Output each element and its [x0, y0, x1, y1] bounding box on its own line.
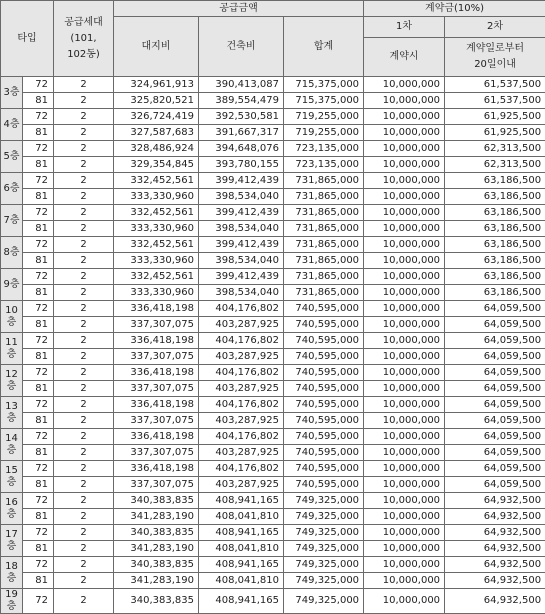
land-cell: 340,383,835: [114, 493, 199, 509]
type-cell: 72: [23, 429, 54, 445]
total-cell: 731,865,000: [284, 285, 364, 301]
land-cell: 329,354,845: [114, 157, 199, 173]
land-cell: 337,307,075: [114, 381, 199, 397]
type-cell: 72: [23, 205, 54, 221]
second-cell: 64,059,500: [445, 461, 545, 477]
building-cell: 398,534,040: [199, 189, 284, 205]
second-cell: 64,059,500: [445, 333, 545, 349]
land-cell: 333,330,960: [114, 189, 199, 205]
building-cell: 399,412,439: [199, 173, 284, 189]
floor-label: 4층: [1, 109, 23, 141]
second-cell: 64,932,500: [445, 573, 545, 589]
table-row: [1, 397, 545, 413]
units-cell: 2: [54, 125, 114, 141]
building-cell: 408,941,165: [199, 557, 284, 573]
building-cell: 399,412,439: [199, 205, 284, 221]
total-cell: 731,865,000: [284, 221, 364, 237]
table-row: [1, 589, 545, 614]
building-cell: 393,780,155: [199, 157, 284, 173]
type-cell: 81: [23, 189, 54, 205]
total-cell: 740,595,000: [284, 317, 364, 333]
first-cell: 10,000,000: [364, 445, 445, 461]
units-cell: 2: [54, 141, 114, 157]
total-cell: 715,375,000: [284, 77, 364, 93]
second-cell: 64,932,500: [445, 509, 545, 525]
first-cell: 10,000,000: [364, 509, 445, 525]
floor-label: 16층: [1, 493, 23, 525]
header-building: 건축비: [199, 17, 284, 77]
type-cell: 81: [23, 413, 54, 429]
units-cell: 2: [54, 317, 114, 333]
total-cell: 731,865,000: [284, 173, 364, 189]
land-cell: 341,283,190: [114, 541, 199, 557]
total-cell: 749,325,000: [284, 557, 364, 573]
type-cell: 81: [23, 285, 54, 301]
type-cell: 81: [23, 381, 54, 397]
building-cell: 408,041,810: [199, 541, 284, 557]
table-row: [1, 253, 545, 269]
total-cell: 740,595,000: [284, 397, 364, 413]
land-cell: 332,452,561: [114, 269, 199, 285]
type-cell: 81: [23, 541, 54, 557]
units-cell: 2: [54, 413, 114, 429]
land-cell: 337,307,075: [114, 413, 199, 429]
header-land: 대지비: [114, 17, 199, 77]
building-cell: 403,287,925: [199, 413, 284, 429]
table-header: [1, 1, 545, 77]
total-cell: 719,255,000: [284, 109, 364, 125]
first-cell: 10,000,000: [364, 77, 445, 93]
type-cell: 72: [23, 301, 54, 317]
floor-label: 5층: [1, 141, 23, 173]
floor-label: 17층: [1, 525, 23, 557]
units-cell: 2: [54, 493, 114, 509]
first-cell: 10,000,000: [364, 173, 445, 189]
type-cell: 81: [23, 509, 54, 525]
building-cell: 399,412,439: [199, 269, 284, 285]
total-cell: 749,325,000: [284, 589, 364, 614]
first-cell: 10,000,000: [364, 477, 445, 493]
total-cell: 740,595,000: [284, 381, 364, 397]
land-cell: 341,283,190: [114, 573, 199, 589]
first-cell: 10,000,000: [364, 237, 445, 253]
second-cell: 63,186,500: [445, 285, 545, 301]
units-cell: 2: [54, 477, 114, 493]
building-cell: 404,176,802: [199, 365, 284, 381]
first-cell: 10,000,000: [364, 541, 445, 557]
type-cell: 72: [23, 269, 54, 285]
land-cell: 337,307,075: [114, 445, 199, 461]
units-cell: 2: [54, 237, 114, 253]
type-cell: 81: [23, 157, 54, 173]
units-cell: 2: [54, 381, 114, 397]
building-cell: 398,534,040: [199, 253, 284, 269]
building-cell: 394,648,076: [199, 141, 284, 157]
building-cell: 408,941,165: [199, 493, 284, 509]
floor-label: 13층: [1, 397, 23, 429]
table-row: [1, 269, 545, 285]
header-type: 타입: [1, 1, 54, 77]
first-cell: 10,000,000: [364, 365, 445, 381]
second-cell: 64,932,500: [445, 557, 545, 573]
table-row: [1, 237, 545, 253]
land-cell: 340,383,835: [114, 589, 199, 614]
units-cell: 2: [54, 221, 114, 237]
land-cell: 336,418,198: [114, 333, 199, 349]
first-cell: 10,000,000: [364, 589, 445, 614]
building-cell: 404,176,802: [199, 333, 284, 349]
units-cell: 2: [54, 173, 114, 189]
building-cell: 392,530,581: [199, 109, 284, 125]
total-cell: 740,595,000: [284, 349, 364, 365]
header-first-when: 계약시: [364, 38, 445, 77]
total-cell: 749,325,000: [284, 541, 364, 557]
floor-label: 14층: [1, 429, 23, 461]
units-cell: 2: [54, 349, 114, 365]
table-row: [1, 477, 545, 493]
type-cell: 72: [23, 77, 54, 93]
units-cell: 2: [54, 205, 114, 221]
building-cell: 398,534,040: [199, 285, 284, 301]
first-cell: 10,000,000: [364, 301, 445, 317]
table-row: [1, 173, 545, 189]
first-cell: 10,000,000: [364, 157, 445, 173]
total-cell: 740,595,000: [284, 413, 364, 429]
units-cell: 2: [54, 461, 114, 477]
floor-label: 11층: [1, 333, 23, 365]
table-row: [1, 333, 545, 349]
table-row: [1, 301, 545, 317]
header-first: 1차: [364, 17, 445, 38]
type-cell: 72: [23, 525, 54, 541]
type-cell: 81: [23, 349, 54, 365]
units-cell: 2: [54, 365, 114, 381]
building-cell: 391,667,317: [199, 125, 284, 141]
units-cell: 2: [54, 429, 114, 445]
table-row: [1, 557, 545, 573]
total-cell: 731,865,000: [284, 237, 364, 253]
table-row: [1, 205, 545, 221]
table-row: [1, 445, 545, 461]
second-cell: 63,186,500: [445, 253, 545, 269]
header-second-when: 계약일로부터 20일이내: [445, 38, 545, 77]
total-cell: 723,135,000: [284, 157, 364, 173]
land-cell: 340,383,835: [114, 525, 199, 541]
second-cell: 64,932,500: [445, 525, 545, 541]
table-row: [1, 141, 545, 157]
table-row: [1, 525, 545, 541]
building-cell: 408,941,165: [199, 525, 284, 541]
land-cell: 337,307,075: [114, 317, 199, 333]
land-cell: 328,486,924: [114, 141, 199, 157]
first-cell: 10,000,000: [364, 189, 445, 205]
table-row: [1, 461, 545, 477]
first-cell: 10,000,000: [364, 205, 445, 221]
type-cell: 72: [23, 173, 54, 189]
units-cell: 2: [54, 333, 114, 349]
floor-label: 15층: [1, 461, 23, 493]
total-cell: 749,325,000: [284, 509, 364, 525]
first-cell: 10,000,000: [364, 125, 445, 141]
header-deposit: 계약금(10%): [364, 1, 545, 17]
second-cell: 64,059,500: [445, 397, 545, 413]
type-cell: 81: [23, 477, 54, 493]
first-cell: 10,000,000: [364, 349, 445, 365]
building-cell: 404,176,802: [199, 429, 284, 445]
second-cell: 64,059,500: [445, 365, 545, 381]
second-cell: 63,186,500: [445, 189, 545, 205]
type-cell: 72: [23, 461, 54, 477]
first-cell: 10,000,000: [364, 397, 445, 413]
units-cell: 2: [54, 397, 114, 413]
type-cell: 72: [23, 237, 54, 253]
land-cell: 332,452,561: [114, 237, 199, 253]
first-cell: 10,000,000: [364, 141, 445, 157]
table-row: [1, 381, 545, 397]
table-row: [1, 221, 545, 237]
total-cell: 719,255,000: [284, 125, 364, 141]
land-cell: 336,418,198: [114, 365, 199, 381]
building-cell: 403,287,925: [199, 349, 284, 365]
table-row: [1, 365, 545, 381]
first-cell: 10,000,000: [364, 557, 445, 573]
header-units: 공급세대 (101, 102동): [54, 1, 114, 77]
units-cell: 2: [54, 93, 114, 109]
table-row: [1, 573, 545, 589]
table-row: [1, 349, 545, 365]
table-row: [1, 125, 545, 141]
total-cell: 740,595,000: [284, 333, 364, 349]
type-cell: 72: [23, 333, 54, 349]
total-cell: 749,325,000: [284, 525, 364, 541]
floor-label: 6층: [1, 173, 23, 205]
units-cell: 2: [54, 301, 114, 317]
second-cell: 64,059,500: [445, 301, 545, 317]
total-cell: 731,865,000: [284, 205, 364, 221]
type-cell: 72: [23, 141, 54, 157]
land-cell: 336,418,198: [114, 397, 199, 413]
land-cell: 337,307,075: [114, 477, 199, 493]
second-cell: 64,059,500: [445, 317, 545, 333]
floor-label: 18층: [1, 557, 23, 589]
land-cell: 341,283,190: [114, 509, 199, 525]
total-cell: 740,595,000: [284, 301, 364, 317]
total-cell: 749,325,000: [284, 573, 364, 589]
table-row: [1, 109, 545, 125]
first-cell: 10,000,000: [364, 493, 445, 509]
table-row: [1, 493, 545, 509]
first-cell: 10,000,000: [364, 109, 445, 125]
total-cell: 731,865,000: [284, 253, 364, 269]
building-cell: 390,413,087: [199, 77, 284, 93]
second-cell: 63,186,500: [445, 205, 545, 221]
total-cell: 740,595,000: [284, 429, 364, 445]
building-cell: 404,176,802: [199, 461, 284, 477]
building-cell: 403,287,925: [199, 317, 284, 333]
first-cell: 10,000,000: [364, 333, 445, 349]
first-cell: 10,000,000: [364, 221, 445, 237]
second-cell: 61,925,500: [445, 125, 545, 141]
second-cell: 62,313,500: [445, 141, 545, 157]
units-cell: 2: [54, 269, 114, 285]
first-cell: 10,000,000: [364, 253, 445, 269]
land-cell: 333,330,960: [114, 221, 199, 237]
table-row: [1, 157, 545, 173]
table-row: [1, 509, 545, 525]
table-row: [1, 413, 545, 429]
second-cell: 64,059,500: [445, 349, 545, 365]
total-cell: 731,865,000: [284, 269, 364, 285]
land-cell: 332,452,561: [114, 205, 199, 221]
second-cell: 64,059,500: [445, 477, 545, 493]
type-cell: 81: [23, 221, 54, 237]
type-cell: 72: [23, 365, 54, 381]
units-cell: 2: [54, 589, 114, 614]
building-cell: 403,287,925: [199, 381, 284, 397]
land-cell: 336,418,198: [114, 301, 199, 317]
type-cell: 81: [23, 573, 54, 589]
second-cell: 63,186,500: [445, 173, 545, 189]
first-cell: 10,000,000: [364, 461, 445, 477]
type-cell: 72: [23, 493, 54, 509]
units-cell: 2: [54, 557, 114, 573]
type-cell: 81: [23, 253, 54, 269]
total-cell: 740,595,000: [284, 365, 364, 381]
second-cell: 63,186,500: [445, 221, 545, 237]
first-cell: 10,000,000: [364, 413, 445, 429]
units-cell: 2: [54, 77, 114, 93]
units-cell: 2: [54, 157, 114, 173]
total-cell: 723,135,000: [284, 141, 364, 157]
building-cell: 404,176,802: [199, 301, 284, 317]
land-cell: 332,452,561: [114, 173, 199, 189]
units-cell: 2: [54, 445, 114, 461]
building-cell: 403,287,925: [199, 477, 284, 493]
units-cell: 2: [54, 285, 114, 301]
type-cell: 81: [23, 93, 54, 109]
second-cell: 61,537,500: [445, 77, 545, 93]
type-cell: 72: [23, 589, 54, 614]
type-cell: 81: [23, 317, 54, 333]
land-cell: 333,330,960: [114, 253, 199, 269]
units-cell: 2: [54, 573, 114, 589]
building-cell: 408,041,810: [199, 509, 284, 525]
total-cell: 740,595,000: [284, 445, 364, 461]
land-cell: 336,418,198: [114, 461, 199, 477]
first-cell: 10,000,000: [364, 429, 445, 445]
table-row: [1, 285, 545, 301]
units-cell: 2: [54, 253, 114, 269]
first-cell: 10,000,000: [364, 285, 445, 301]
header-supply-amount: 공급금액: [114, 1, 364, 17]
table-row: [1, 429, 545, 445]
land-cell: 326,724,419: [114, 109, 199, 125]
first-cell: 10,000,000: [364, 317, 445, 333]
type-cell: 72: [23, 109, 54, 125]
table-row: [1, 189, 545, 205]
units-cell: 2: [54, 509, 114, 525]
second-cell: 64,059,500: [445, 413, 545, 429]
second-cell: 64,932,500: [445, 541, 545, 557]
floor-label: 7층: [1, 205, 23, 237]
units-cell: 2: [54, 525, 114, 541]
land-cell: 336,418,198: [114, 429, 199, 445]
header-second: 2차: [445, 17, 545, 38]
building-cell: 404,176,802: [199, 397, 284, 413]
second-cell: 61,925,500: [445, 109, 545, 125]
building-cell: 408,941,165: [199, 589, 284, 614]
building-cell: 389,554,479: [199, 93, 284, 109]
floor-label: 3층: [1, 77, 23, 109]
table-row: [1, 541, 545, 557]
land-cell: 333,330,960: [114, 285, 199, 301]
building-cell: 399,412,439: [199, 237, 284, 253]
type-cell: 81: [23, 445, 54, 461]
second-cell: 61,537,500: [445, 93, 545, 109]
total-cell: 731,865,000: [284, 189, 364, 205]
first-cell: 10,000,000: [364, 93, 445, 109]
second-cell: 63,186,500: [445, 269, 545, 285]
total-cell: 749,325,000: [284, 493, 364, 509]
units-cell: 2: [54, 541, 114, 557]
table-row: [1, 77, 545, 93]
type-cell: 72: [23, 557, 54, 573]
building-cell: 408,041,810: [199, 573, 284, 589]
total-cell: 740,595,000: [284, 461, 364, 477]
table-body: [1, 77, 545, 614]
second-cell: 64,932,500: [445, 493, 545, 509]
first-cell: 10,000,000: [364, 573, 445, 589]
units-cell: 2: [54, 189, 114, 205]
second-cell: 62,313,500: [445, 157, 545, 173]
total-cell: 715,375,000: [284, 93, 364, 109]
land-cell: 337,307,075: [114, 349, 199, 365]
land-cell: 324,961,913: [114, 77, 199, 93]
second-cell: 64,059,500: [445, 381, 545, 397]
first-cell: 10,000,000: [364, 381, 445, 397]
type-cell: 72: [23, 397, 54, 413]
table-row: [1, 93, 545, 109]
land-cell: 340,383,835: [114, 557, 199, 573]
second-cell: 64,059,500: [445, 445, 545, 461]
building-cell: 403,287,925: [199, 445, 284, 461]
land-cell: 327,587,683: [114, 125, 199, 141]
floor-label: 10층: [1, 301, 23, 333]
building-cell: 398,534,040: [199, 221, 284, 237]
floor-label: 8층: [1, 237, 23, 269]
second-cell: 63,186,500: [445, 237, 545, 253]
land-cell: 325,820,521: [114, 93, 199, 109]
floor-label: 9층: [1, 269, 23, 301]
floor-label: 12층: [1, 365, 23, 397]
header-total: 합계: [284, 17, 364, 77]
table-row: [1, 317, 545, 333]
first-cell: 10,000,000: [364, 269, 445, 285]
floor-label: 19층: [1, 589, 23, 614]
units-cell: 2: [54, 109, 114, 125]
first-cell: 10,000,000: [364, 525, 445, 541]
second-cell: 64,932,500: [445, 589, 545, 614]
second-cell: 64,059,500: [445, 429, 545, 445]
total-cell: 740,595,000: [284, 477, 364, 493]
type-cell: 81: [23, 125, 54, 141]
